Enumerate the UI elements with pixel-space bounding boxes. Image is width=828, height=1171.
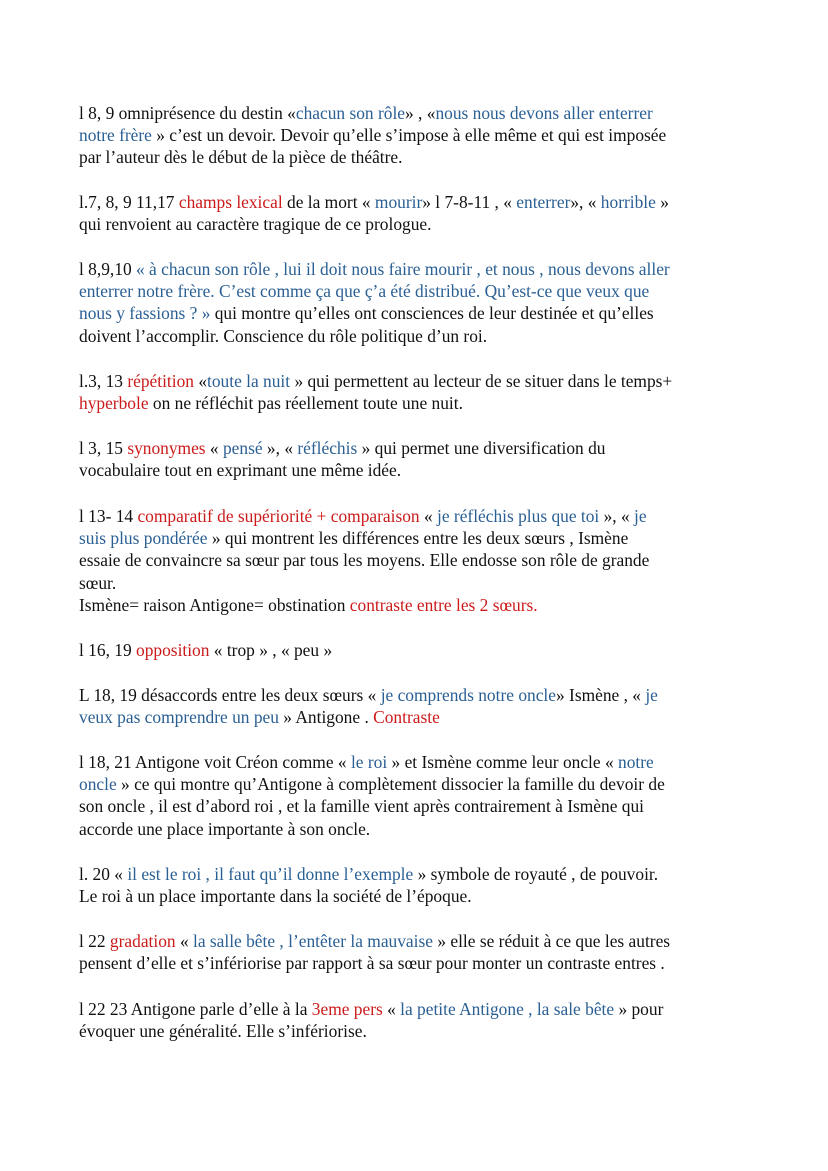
text-run: pensent d’elle et s’infériorise par rapport à sa sœur pour monter un contraste entres . [79, 953, 665, 974]
text-run: » elle se réduit à ce que les autres [432, 931, 671, 951]
paragraph [79, 998, 759, 1042]
quotation-run: horrible [600, 192, 656, 212]
text-run: l 16, 19 [79, 640, 137, 660]
quotation-run: il est le roi , il faut qu’il donne l’exemple [127, 864, 414, 884]
text-run: de la mort « [282, 192, 375, 212]
text-run: l 3, 15 [79, 438, 128, 458]
paragraph [79, 370, 759, 414]
text-run: par l’auteur dès le début de la pièce de théâtre. [79, 147, 403, 168]
quotation-run: mourir [374, 192, 423, 212]
quotation-run: réfléchis [297, 438, 358, 458]
text-run: » ce qui montre qu’Antigone à complètement dissocier la famille du devoir de [116, 774, 665, 795]
device-term-run: opposition [136, 640, 210, 660]
text-run: l 8, 9 omniprésence du destin « [79, 103, 296, 123]
text-run: » c’est un devoir. Devoir qu’elle s’impose à elle même et qui est imposée [151, 125, 667, 146]
text-run: l.3, 13 [79, 371, 128, 391]
quotation-run: le roi [350, 752, 388, 772]
device-term-run: synonymes [127, 438, 206, 458]
text-run: l 22 [79, 931, 110, 951]
quotation-run: je [634, 506, 647, 526]
paragraph [79, 102, 759, 169]
quotation-run: enterrer notre frère. C’est comme ça que ç’a été distribué. Qu’est-ce que veux que [79, 281, 650, 302]
quotation-run: la petite Antigone , la sale bête [400, 999, 615, 1019]
text-run: doivent l’accomplir. Conscience du rôle politique d’un roi. [79, 325, 488, 346]
quotation-run: la salle bête , l’entêter la mauvaise [193, 931, 433, 951]
text-run: « [193, 371, 208, 391]
device-term-run: comparatif de supériorité + comparaison [137, 506, 420, 526]
quotation-run: je comprends notre oncle [380, 685, 556, 705]
text-run: », « [262, 438, 298, 458]
text-run: » et Ismène comme leur oncle « [387, 752, 618, 772]
text-run: » pour [614, 999, 664, 1019]
quotation-run: enterrer [516, 192, 571, 212]
text-run: Ismène= raison Antigone= obstination [79, 594, 350, 615]
device-term-run: 3eme pers [311, 999, 383, 1019]
paragraph [79, 191, 759, 235]
device-term-run: contraste entre les 2 sœurs. [349, 594, 538, 615]
text-run: évoquer une généralité. Elle s’infériorise. [79, 1021, 367, 1042]
text-run: accorde une place importante à son oncle. [79, 818, 371, 839]
quotation-run: notre [618, 752, 654, 772]
paragraph [79, 930, 759, 974]
text-run: l.7, 8, 9 11,17 [79, 192, 179, 212]
text-run: sœur. [79, 572, 117, 593]
text-run: on ne réfléchit pas réellement toute une nuit. [148, 393, 463, 414]
text-run: l 13- 14 [79, 506, 138, 526]
quotation-run: suis plus pondérée [79, 528, 208, 549]
text-run: » qui permettent au lecteur de se situer dans le temps+ [290, 371, 673, 391]
device-term-run: hyperbole [79, 393, 149, 414]
text-run: son oncle , il est d’abord roi , et la famille vient après contrairement à Ismène qui [79, 796, 645, 817]
text-run: » symbole de royauté , de pouvoir. [413, 864, 659, 884]
quotation-run: notre frère [79, 125, 152, 146]
text-run: vocabulaire tout en exprimant une même idée. [79, 460, 402, 481]
device-term-run: Contraste [373, 707, 440, 728]
paragraph [79, 505, 759, 616]
text-run: « trop » , « peu » [209, 640, 333, 660]
quotation-run: oncle [79, 774, 117, 795]
paragraph [79, 863, 759, 907]
text-run: L 18, 19 désaccords entre les deux sœurs « [79, 685, 381, 705]
quotation-run: je [645, 685, 658, 705]
quotation-run: nous nous devons aller enterrer [435, 103, 653, 123]
paragraph [79, 684, 759, 728]
quotation-run: nous y fassions ? » [79, 303, 211, 324]
text-run: qui renvoient au caractère tragique de ce prologue. [79, 214, 432, 235]
device-term-run: répétition [127, 371, 194, 391]
text-run: » qui montrent les différences entre les deux sœurs , Ismène [207, 528, 629, 549]
text-run: l 8,9,10 [79, 259, 137, 279]
text-run: » [655, 192, 669, 212]
text-run: « [382, 999, 401, 1019]
quotation-run: veux pas comprendre un peu [79, 707, 279, 728]
text-run: » qui permet une diversification du [357, 438, 606, 458]
text-run: « [205, 438, 223, 458]
paragraph [79, 639, 759, 661]
paragraph [79, 437, 759, 481]
quotation-run: toute la nuit [207, 371, 291, 391]
text-run: « [175, 931, 193, 951]
text-run: » l 7-8-11 , « [422, 192, 517, 212]
text-run: l 18, 21 Antigone voit Créon comme « [79, 752, 351, 772]
text-run: » Ismène , « [555, 685, 646, 705]
text-run: qui montre qu’elles ont consciences de leur destinée et qu’elles [210, 303, 654, 324]
text-run: » , « [405, 103, 436, 123]
device-term-run: champs lexical [178, 192, 283, 212]
quotation-run: « à chacun son rôle , lui il doit nous faire mourir , et nous , nous devons aller [136, 259, 670, 279]
quotation-run: chacun son rôle [295, 103, 405, 123]
text-run: l. 20 « [79, 864, 128, 884]
text-run: essaie de convaincre sa sœur par tous les moyens. Elle endosse son rôle de grande [79, 550, 650, 571]
text-run: », « [570, 192, 601, 212]
quotation-run: pensé [222, 438, 263, 458]
text-run: », « [599, 506, 635, 526]
text-run: « [419, 506, 437, 526]
text-run: » Antigone . [278, 707, 374, 728]
device-term-run: gradation [109, 931, 176, 951]
paragraph [79, 258, 759, 347]
text-run: Le roi à un place importante dans la société de l’époque. [79, 886, 472, 907]
quotation-run: je réfléchis plus que toi [437, 506, 600, 526]
text-run: l 22 23 Antigone parle d’elle à la [79, 999, 312, 1019]
paragraph [79, 751, 759, 840]
